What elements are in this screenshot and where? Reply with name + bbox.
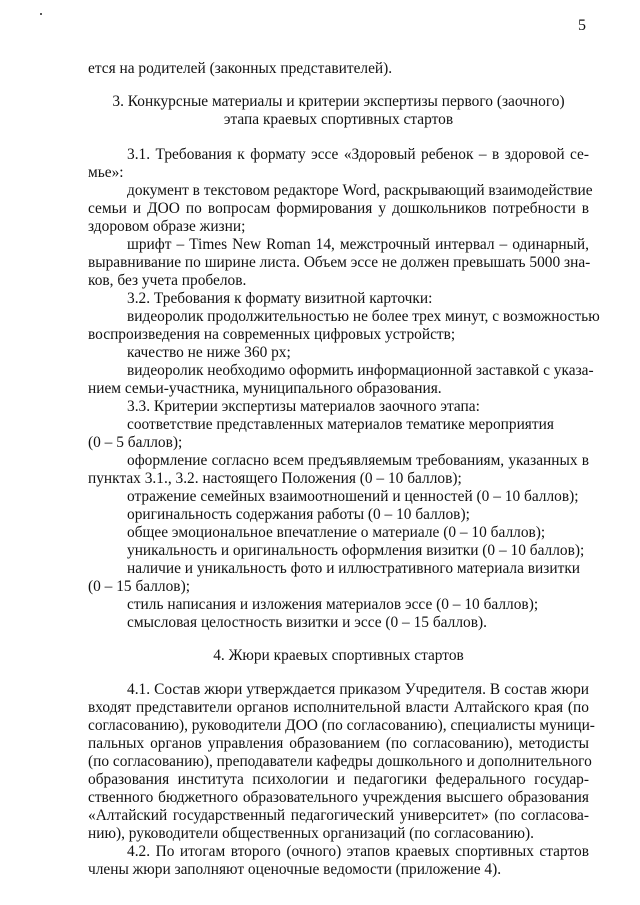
- text-line: (0 – 15 баллов);: [88, 578, 190, 595]
- text-line: смысловая целостность визитки и эссе (0 – 15 баллов).: [127, 614, 487, 631]
- text-line: (по согласованию), преподаватели кафедры дошкольного и дополнительного: [88, 753, 592, 770]
- text-line: члены жюри заполняют оценочные ведомости (приложение 4).: [88, 861, 502, 878]
- section-heading: 4. Жюри краевых спортивных стартов: [213, 647, 464, 664]
- text-line: документ в текстовом редакторе Word, раскрывающий взаимодействие: [127, 182, 593, 199]
- text-line: образования института психологии и педагогики федерального государ-: [88, 771, 589, 788]
- text-line: видеоролик продолжительностью не более трех минут, с возможностью: [127, 308, 600, 325]
- text-line: «Алтайский государственный педагогический университет» (по согласова-: [88, 807, 589, 824]
- text-line: 3.1. Требования к формату эссе «Здоровый ребенок – в здоровой се-: [127, 146, 589, 163]
- section-heading: 3. Конкурсные материалы и критерии экспертизы первого (заочного): [112, 93, 565, 110]
- text-line: качество не ниже 360 px;: [127, 344, 291, 361]
- text-line: пальных органов управления образованием (по согласованию), методисты: [88, 735, 589, 752]
- text-line: наличие и уникальность фото и иллюстративного материала визитки: [127, 560, 581, 577]
- text-line: шрифт – Times New Roman 14, межстрочный интервал – одинарный,: [127, 236, 589, 253]
- page-number: 5: [578, 17, 586, 34]
- scan-mark: [40, 13, 42, 15]
- section-heading: этапа краевых спортивных стартов: [223, 111, 454, 128]
- text-line: нием семьи-участника, муниципального образования.: [88, 380, 442, 397]
- text-line: общее эмоциональное впечатление о материале (0 – 10 баллов);: [127, 524, 546, 541]
- text-line: 3.2. Требования к формату визитной карточки:: [127, 290, 433, 307]
- text-line: входят представители органов исполнительной власти Алтайского края (по: [88, 699, 589, 716]
- text-line: нию), руководители общественных организаций (по согласованию).: [88, 825, 534, 842]
- text-line: видеоролик необходимо оформить информационной заставкой с указа-: [127, 362, 594, 379]
- text-line: семьи и ДОО по вопросам формирования у дошкольников потребности в: [88, 200, 589, 217]
- text-line: оригинальность содержания работы (0 – 10 баллов);: [127, 506, 470, 523]
- text-line: (0 – 5 баллов);: [88, 434, 183, 451]
- text-line: ственного бюджетного образовательного учреждения высшего образования: [88, 789, 589, 806]
- text-line: соответствие представленных материалов тематике мероприятия: [127, 416, 554, 433]
- text-line: мье»:: [88, 164, 124, 181]
- text-line: уникальность и оригинальность оформления визитки (0 – 10 баллов);: [127, 542, 585, 559]
- text-line: выравнивание по ширине листа. Объем эссе не должен превышать 5000 зна-: [88, 254, 591, 271]
- text-line: отражение семейных взаимоотношений и ценностей (0 – 10 баллов);: [127, 488, 579, 505]
- text-line: 4.2. По итогам второго (очного) этапов краевых спортивных стартов: [127, 843, 589, 860]
- text-line: 3.3. Критерии экспертизы материалов заочного этапа:: [127, 398, 480, 415]
- text-line: ков, без учета пробелов.: [88, 272, 247, 289]
- text-line: оформление согласно всем предъявляемым требованиям, указанных в: [127, 452, 589, 469]
- text-line: согласованию), руководители ДОО (по согласованию), специалисты муници-: [88, 717, 595, 734]
- text-line: 4.1. Состав жюри утверждается приказом Учредителя. В состав жюри: [127, 681, 589, 698]
- text-line: воспроизведения на современных цифровых устройств;: [88, 326, 456, 343]
- text-line: стиль написания и изложения материалов эссе (0 – 10 баллов);: [127, 596, 539, 613]
- text-line: ется на родителей (законных представителей).: [88, 60, 393, 77]
- text-line: пунктах 3.1., 3.2. настоящего Положения (0 – 10 баллов);: [88, 470, 462, 487]
- text-line: здоровом образе жизни;: [88, 218, 246, 235]
